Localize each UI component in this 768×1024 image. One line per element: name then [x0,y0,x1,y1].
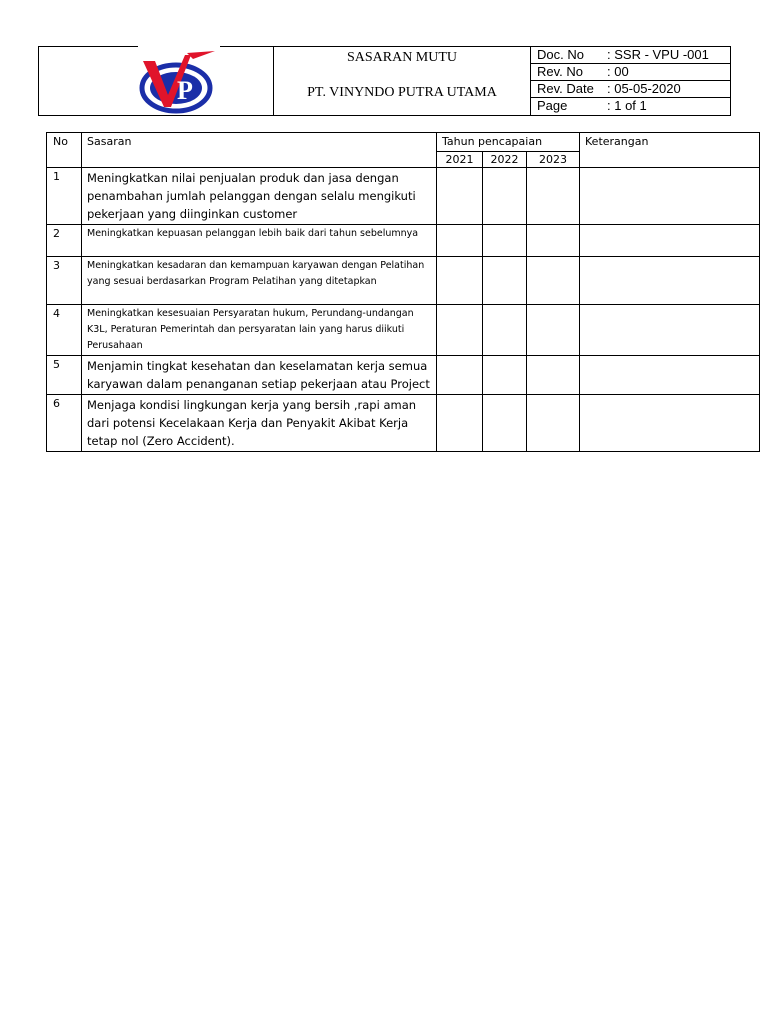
svg-text:P: P [177,76,193,105]
year-header: 2022 [483,152,527,168]
row-number: 4 [47,305,82,356]
table-row [47,257,760,305]
objective-text: Meningkatkan kepuasan pelanggan lebih baik dari tahun sebelumnya [82,225,437,257]
row-number: 2 [47,225,82,257]
row-number: 6 [47,395,82,452]
company-logo [135,51,225,115]
logo-cell [39,47,274,116]
rev-date-label: Rev. Date [531,81,601,98]
doc-info-row [531,64,730,81]
title-cell [274,47,531,116]
doc-no-label: Doc. No [531,47,601,64]
objective-text: Meningkatkan nilai penjualan produk dan jasa dengan penambahan jumlah pelanggan dengan selalu mengikuti pekerjaan yang diinginkan customer [82,168,437,225]
table-row [47,168,760,225]
objective-text: Meningkatkan kesesuaian Persyaratan hukum, Perundang-undangan K3L, Peraturan Pemerintah dan persyaratan lain yang harus diikuti Perusahaan [82,305,437,356]
year-header: 2021 [437,152,483,168]
doc-no-value: : SSR - VPU -001 [601,47,730,64]
quality-objectives-table [46,132,760,452]
col-no-header: No [47,133,82,168]
objective-text: Meningkatkan kesadaran dan kemampuan karyawan dengan Pelatihan yang sesuai berdasarkan Program Pelatihan yang ditetapkan [82,257,437,305]
doc-info-row [531,81,730,98]
col-tahun-header: Tahun pencapaian [437,133,580,152]
row-number: 3 [47,257,82,305]
objective-text: Menjamin tingkat kesehatan dan keselamatan kerja semua karyawan dalam penanganan setiap pekerjaan atau Project [82,356,437,395]
row-number: 1 [47,168,82,225]
row-number: 5 [47,356,82,395]
table-row [47,395,760,452]
doc-info-row [531,47,730,64]
year-header: 2023 [527,152,580,168]
document-header [38,46,731,116]
doc-info-row [531,98,730,115]
col-keterangan-header: Keterangan [580,133,760,168]
objective-text: Menjaga kondisi lingkungan kerja yang bersih ,rapi aman dari potensi Kecelakaan Kerja dan Penyakit Akibat Kerja tetap nol (Zero Accident). [82,395,437,452]
company-name: PT. VINYNDO PUTRA UTAMA [307,85,497,100]
table-row [47,356,760,395]
doc-info-table [531,47,730,114]
doc-info-cell [531,47,731,116]
col-sasaran-header: Sasaran [82,133,437,168]
rev-no-value: : 00 [601,64,730,81]
table-row [47,225,760,257]
page-value: : 1 of 1 [607,98,647,113]
document-title: SASARAN MUTU [346,50,458,65]
page-label: Page [537,98,568,113]
rev-no-label: Rev. No [531,64,601,81]
table-row [47,305,760,356]
rev-date-value: : 05-05-2020 [601,81,730,98]
